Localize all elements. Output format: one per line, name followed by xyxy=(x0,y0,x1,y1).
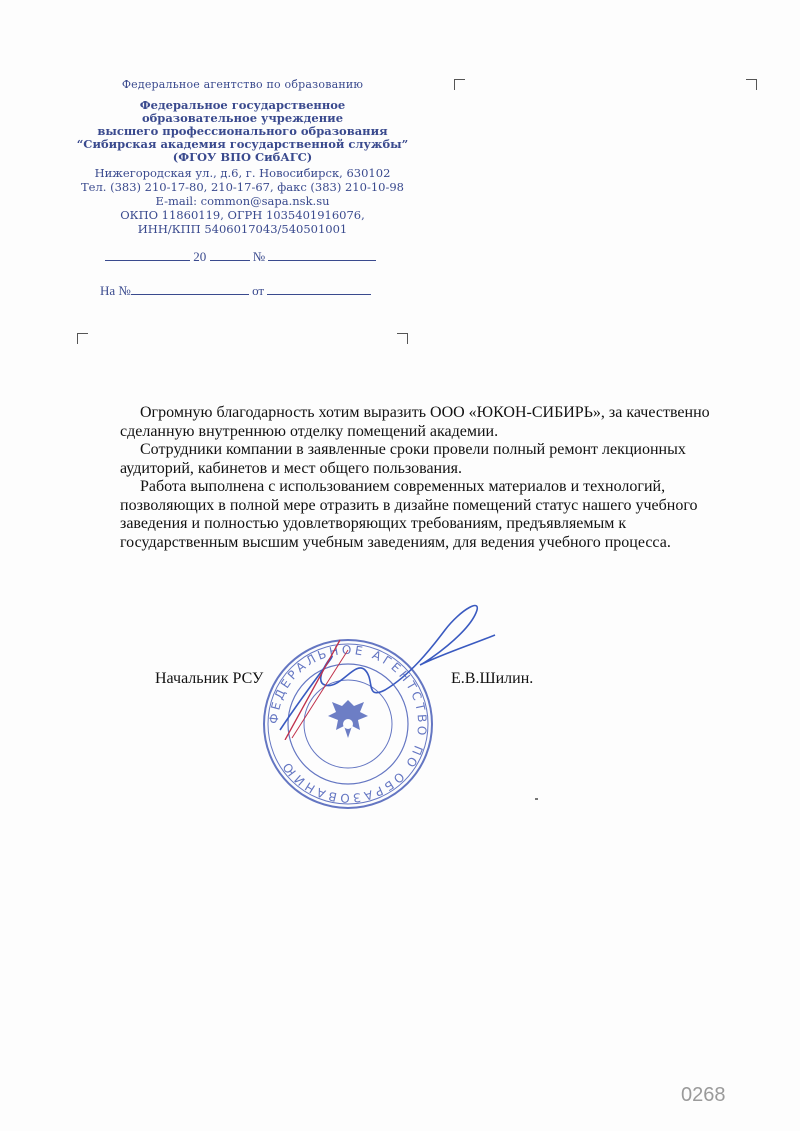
date-blank xyxy=(105,248,190,261)
organization-name xyxy=(60,99,425,164)
paragraph: Работа выполнена с использованием современных материалов и технологий, позволяющих в полной мере отразить в дизайне помещений статус нашего учебного заведения и полностью удовлетворяющих требованиям, предъявляемым к государственным высшим учебным заведениям, для ведения учебного процесса. xyxy=(120,478,698,551)
number-sign: № xyxy=(252,249,266,264)
corner-mark xyxy=(454,79,465,90)
registry-codes: ОКПО 11860119, ОГРН 1035401916076, xyxy=(120,208,365,222)
year-blank xyxy=(210,248,250,261)
contact-block xyxy=(60,166,425,236)
org-line: “Сибирская академия государственной службы” xyxy=(76,137,409,151)
paragraph: Огромную благодарность хотим выразить ООО «ЮКОН-СИБИРЬ», за качественно сделанную внутреннюю отделку помещений академии. xyxy=(120,404,710,440)
from-label: от xyxy=(252,283,265,298)
corner-mark xyxy=(397,333,408,344)
org-line: высшего профессионального образования xyxy=(97,124,388,138)
letter-body xyxy=(120,404,720,552)
org-line: (ФГОУ ВПО СибАГС) xyxy=(172,150,313,164)
page-number: 0268 xyxy=(681,1084,726,1106)
agency-name: Федеральное агентство по образованию xyxy=(121,78,364,91)
stamp-ring-text: ФЕДЕРАЛЬНОЕ АГЕНТСТВО ПО ОБРАЗОВАНИЮ xyxy=(266,642,430,806)
corner-mark xyxy=(746,79,757,90)
email: E-mail: common@sapa.nsk.su xyxy=(155,194,330,208)
paragraph: Сотрудники компании в заявленные сроки провели полный ремонт лекционных аудиторий, кабинетов и мест общего пользования. xyxy=(120,441,686,477)
signatory-position: Начальник РСУ xyxy=(155,670,264,687)
corner-mark xyxy=(77,333,88,344)
from-blank xyxy=(267,282,371,295)
reply-row xyxy=(100,282,371,299)
number-blank xyxy=(268,248,376,261)
letterhead xyxy=(60,78,425,236)
speck xyxy=(535,798,538,800)
handwritten-signature xyxy=(270,590,500,740)
tax-codes: ИНН/КПП 5406017043/540501001 xyxy=(137,222,348,236)
signatory-name: Е.В.Шилин. xyxy=(451,670,534,687)
address: Нижегородская ул., д.6, г. Новосибирск, 630102 xyxy=(94,166,391,180)
reply-number-blank xyxy=(131,282,249,295)
reply-number-label: На № xyxy=(100,283,131,298)
date-number-row xyxy=(105,248,376,265)
org-line: Федеральное государственное xyxy=(139,98,346,112)
org-line: образовательное учреждение xyxy=(141,111,344,125)
phones: Тел. (383) 210-17-80, 210-17-67, факс (383) 210-10-98 xyxy=(81,180,404,194)
year-prefix: 20 xyxy=(193,249,207,264)
